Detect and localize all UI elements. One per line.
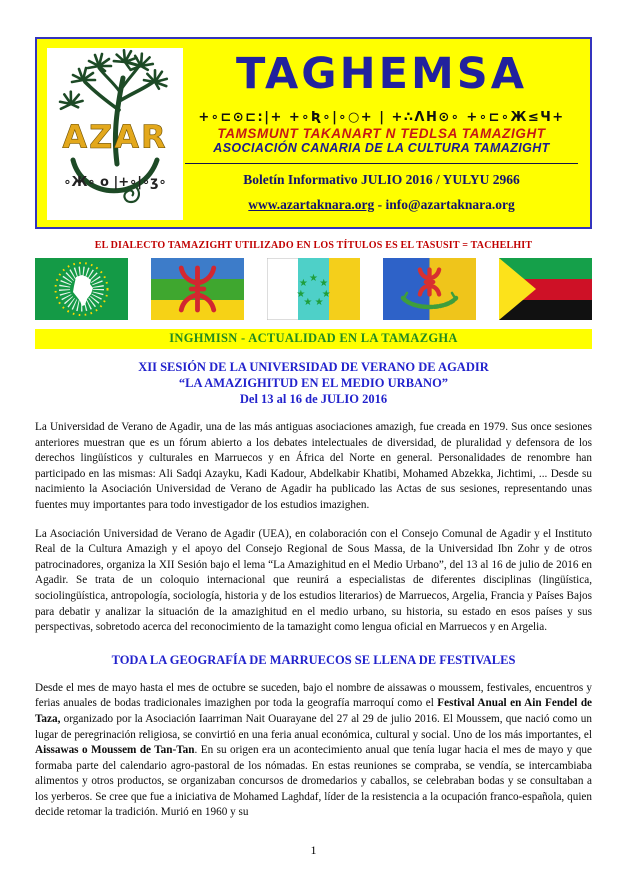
african-union-flag-icon — [35, 258, 128, 320]
section-banner: INGHMISN - ACTUALIDAD EN LA TAMAZGHA — [35, 329, 592, 349]
website-link[interactable]: www.azartaknara.org — [248, 197, 375, 213]
azar-logo-text: AZAR — [62, 118, 168, 156]
svg-text:★: ★ — [303, 297, 313, 308]
article1-paragraph-2: La Asociación Universidad de Verano de Agadir (UEA), en colaboración con el Consejo Comunal de Agadir y el Instituto Real de la Cultura Amazigh y el apoyo del Consejo Regional de Sous Massa, de la Universidad Ibn Zohr y de otros patrocinadores, organiza la XII Sesión bajo el lema “La Amazighitud en el Medio Urbano”, del 13 al 16 de julio de 2016 en Agadir. Se trata de un coloquio internacional que reunirá a especialistas de diferentes disciplinas (lingüística, sociolingüística, antropología, sociología, historia y de los estudios literarios) de Marruecos, Argelia, Francia y Países Bajos para debatir y analizar la situación de la amazighitud en el medio urbano, su historia, su estado en esos países y sus perspectivas, sobretodo acerca del reconocimiento de la tamazight como lengua oficial en Marruecos y en Argelia. — [35, 527, 592, 634]
article1-title-line1: XII SESIÓN DE LA UNIVERSIDAD DE VERANO DE AGADIR — [138, 360, 489, 374]
svg-text:★: ★ — [309, 273, 318, 284]
subtitle-tamazight: TAMSMUNT TAKANART N TEDLSA TAMAZIGHT — [217, 126, 546, 142]
svg-text:★: ★ — [321, 289, 331, 300]
tifinagh-title-line: +∘⊏⊙⊏:|+ +∘Ʀ∘|∘○+ | +∴ΛΗ⊙∘ +∘⊏∘Ж≤Ч+ — [198, 110, 565, 126]
header-divider — [185, 163, 578, 164]
contact-separator: - — [374, 197, 386, 213]
azawad-flag-icon — [499, 258, 592, 320]
email-link[interactable]: info@azartaknara.org — [385, 197, 515, 213]
svg-text:★: ★ — [296, 289, 306, 300]
article1-title — [35, 359, 592, 407]
page-title: TAGHEMSA — [236, 49, 527, 99]
newsletter-header — [35, 37, 592, 229]
dialect-notice: EL DIALECTO TAMAZIGHT UTILIZADO EN LOS TÍTULOS ES EL TASUSIT = TACHELHIT — [94, 240, 533, 251]
azar-logo — [47, 48, 183, 220]
amazigh-flag-icon — [151, 258, 244, 320]
header-text-block — [183, 48, 580, 218]
article1-title-line2: “LA AMAZIGHITUD EN EL MEDIO URBANO” — [178, 376, 449, 390]
azar-tree-logo-icon — [47, 48, 183, 220]
article2-paragraph-1: Desde el mes de mayo hasta el mes de octubre se suceden, bajo el nombre de aissawas o moussem, festivales, encuentros y ferias anuales de bodas tradicionales imazighen por toda la geografía marroquí como el Festival Anual en Ain Fendel de Taza, organizado por la Asociación Iaarriman Nait Ouarayane del 27 al 29 de julio 2016. El Moussem, que nació como un lugar de peregrinación religiosa, se convirtió en una feria anual económica, cultural y social. Uno de los más importantes, el Aissawas o Moussem de Tan-Tan. En su origen era un acontecimiento anual que tenía lugar hacia el mes de mayo y que formaba parte del calendario agro-pastoral de los nómadas. En estas reuniones se compraba, se vendía, se intercambiaba alimentos y otros productos, se organizaban concursos de dromedarios y caballos, se celebraban bodas y se consultaban a los yerberos. Se cree que fue a iniciativa de Mohamed Laghdaf, líder de la resistencia a la ocupación franco-española, quien decide retomar la tradición. Murió en 1960 y su — [35, 681, 593, 819]
flags-row — [35, 258, 592, 320]
article1-title-line3: Del 13 al 16 de JULIO 2016 — [239, 392, 388, 406]
azar-logo-symbols: ∘Ж∘ o |+∘|∘ʒ∘ — [63, 175, 167, 190]
canary-islands-flag-icon — [267, 258, 360, 320]
svg-text:★: ★ — [298, 278, 308, 289]
contact-line — [248, 197, 514, 213]
svg-text:★: ★ — [314, 297, 324, 308]
svg-text:★: ★ — [319, 278, 329, 289]
article2-title: TODA LA GEOGRAFÍA DE MARRUECOS SE LLENA DE FESTIVALES — [111, 652, 516, 667]
page-number: 1 — [310, 843, 317, 858]
kabylie-flag-icon — [383, 258, 476, 320]
article1-paragraph-1: La Universidad de Verano de Agadir, una de las más antiguas asociaciones amazigh, fue creada en 1979. Sus once sesiones anteriores muestran que es un fórum abierto a los debates intelectuales de diversidad, de pluralidad y defensora de los derechos lingüísticos y culturales en Marruecos y en África del Norte en general. Personalidades de renombre han participado en las mismas: Ali Sadqi Azayku, Kadi Kadour, Abdelkabir Khatibi, Mohamed Abzekka, Jichtimi, ... Desde su nacimiento la Asociación Universidad de Verano de Agadir ha publicado las Actas de sus sesiones, representando unas fuentes muy importantes para todo investigador de los estudios imazighen. — [35, 421, 592, 511]
subtitle-spanish: ASOCIACIÓN CANARIA DE LA CULTURA TAMAZIGHT — [213, 141, 550, 156]
bulletin-info-line: Boletín Informativo JULIO 2016 / YULYU 2966 — [243, 172, 520, 188]
